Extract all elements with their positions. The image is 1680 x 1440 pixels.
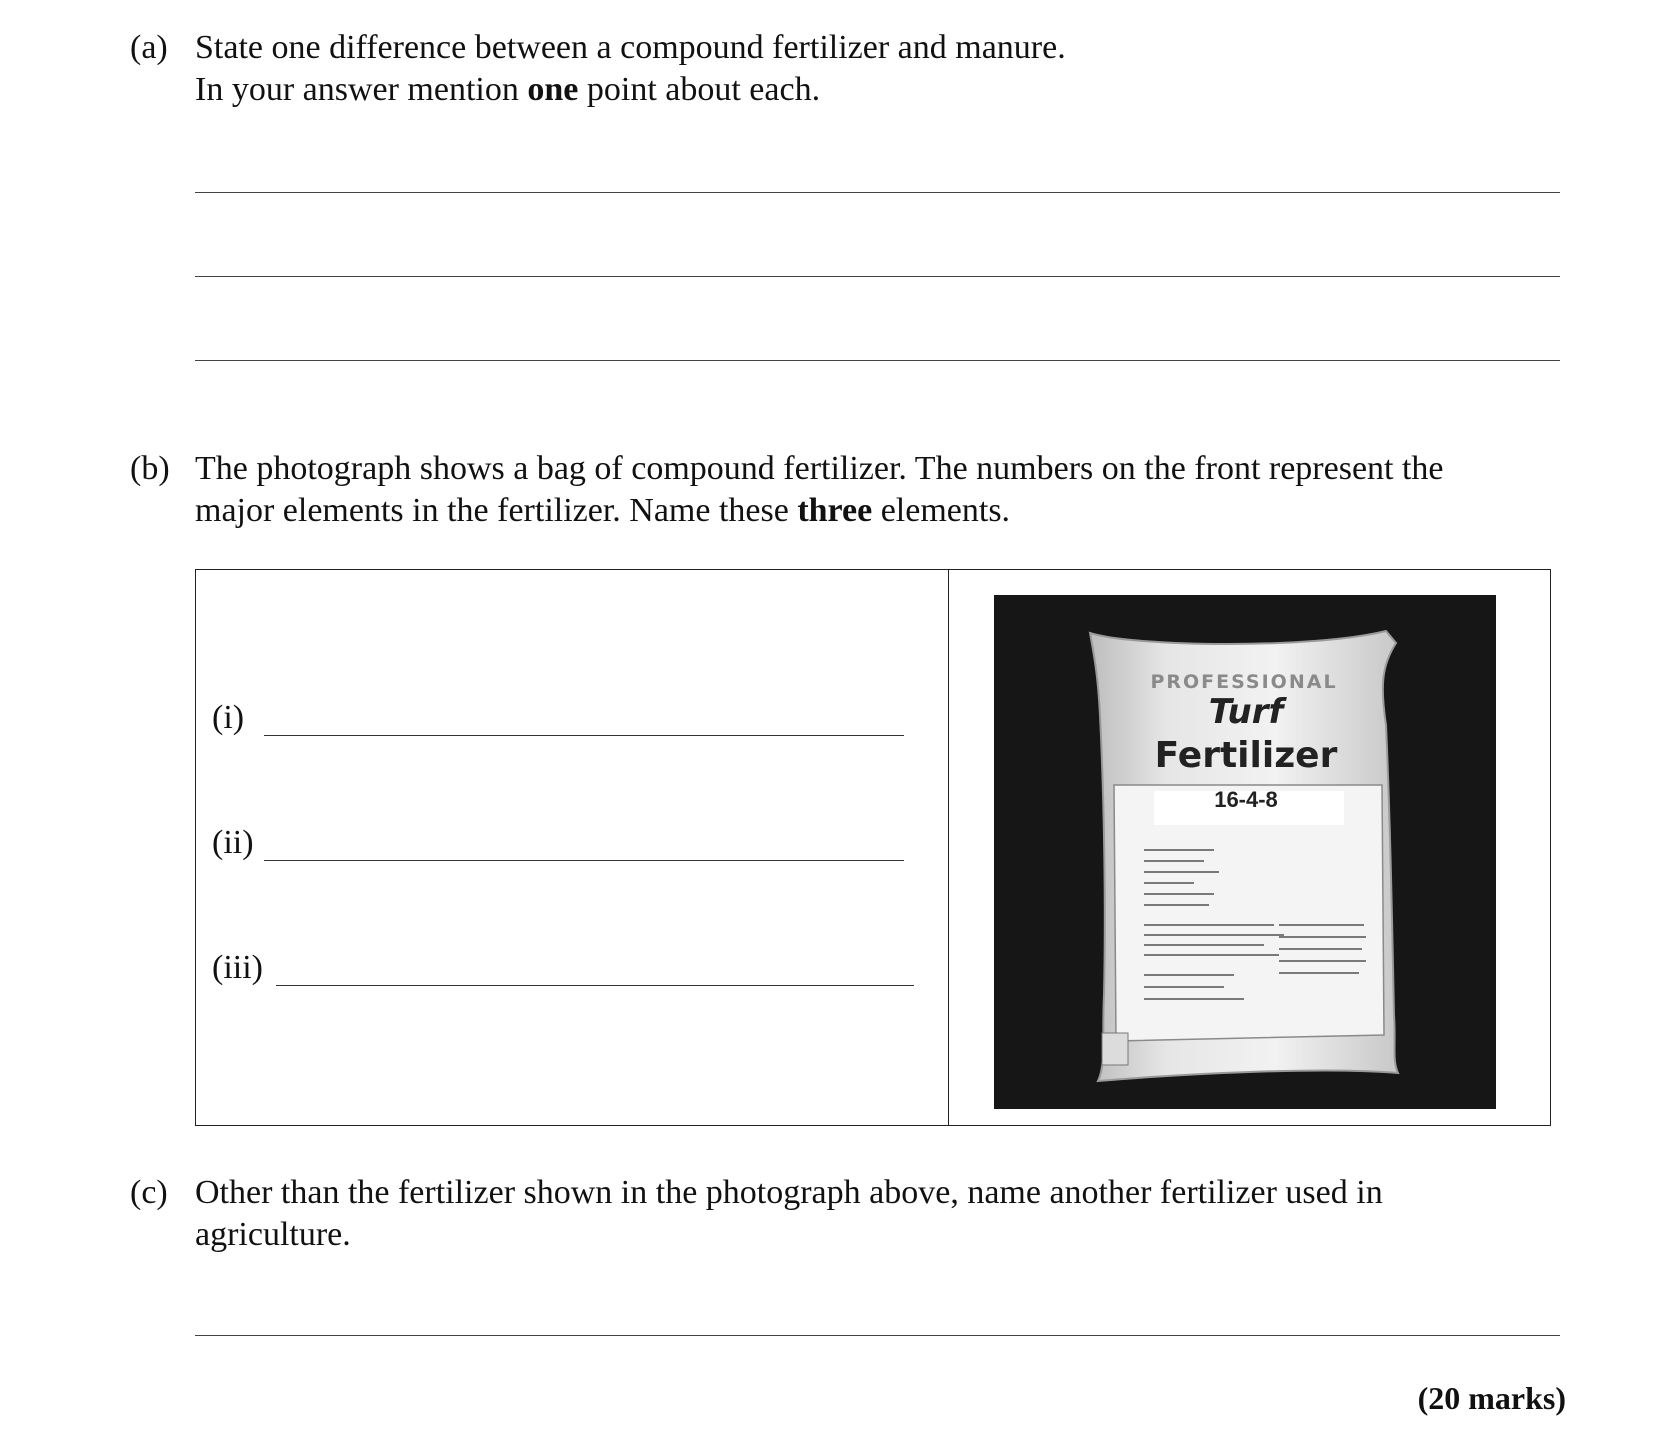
question-a-line1: State one difference between a compound fertilizer and manure. xyxy=(195,29,1066,66)
question-c-text xyxy=(195,1172,1680,1256)
fertilizer-bag-image xyxy=(994,595,1496,1109)
question-a-text xyxy=(195,27,1680,111)
question-b-line1: The photograph shows a bag of compound fertilizer. The numbers on the front represent the xyxy=(195,450,1444,487)
question-b-line2-post: elements. xyxy=(872,492,1011,529)
fertilizer-bag-photo xyxy=(994,595,1496,1109)
question-c-label: (c) xyxy=(130,1174,168,1211)
bag-npk-text: 16-4-8 xyxy=(1214,787,1278,812)
bag-product-line2: Fertilizer xyxy=(1154,735,1338,776)
table-divider xyxy=(948,570,949,1125)
question-b-label: (b) xyxy=(130,450,170,487)
question-c-line2: agriculture. xyxy=(195,1216,351,1253)
question-a-line2 xyxy=(195,69,1680,111)
answer-line-b-iii[interactable] xyxy=(276,985,914,986)
item-ii-label: (ii) xyxy=(212,824,254,861)
item-iii-label: (iii) xyxy=(212,949,263,986)
answer-line-a2[interactable] xyxy=(195,276,1560,277)
answer-line-a3[interactable] xyxy=(195,360,1560,361)
question-a-label: (a) xyxy=(130,29,168,66)
total-marks: (20 marks) xyxy=(1417,1380,1566,1416)
question-a-emphasis: one xyxy=(527,71,579,108)
answer-table xyxy=(195,569,1551,1126)
question-b-line2-pre: major elements in the fertilizer. Name these xyxy=(195,492,798,529)
question-b-line2 xyxy=(195,490,1680,532)
answer-line-c[interactable] xyxy=(195,1335,1560,1336)
bag-brand-text: PROFESSIONAL xyxy=(1150,671,1338,693)
question-a-line2-post: point about each. xyxy=(578,71,821,108)
question-b-text xyxy=(195,448,1680,532)
question-c-line1: Other than the fertilizer shown in the photograph above, name another fertilizer used in xyxy=(195,1174,1383,1211)
answer-line-b-i[interactable] xyxy=(264,735,904,736)
answer-line-a1[interactable] xyxy=(195,192,1560,193)
question-b-emphasis: three xyxy=(797,492,873,529)
question-a-line2-pre: In your answer mention xyxy=(195,71,528,108)
bag-product-line1: Turf xyxy=(1208,692,1284,732)
answer-line-b-ii[interactable] xyxy=(264,860,904,861)
item-i-label: (i) xyxy=(212,699,245,736)
